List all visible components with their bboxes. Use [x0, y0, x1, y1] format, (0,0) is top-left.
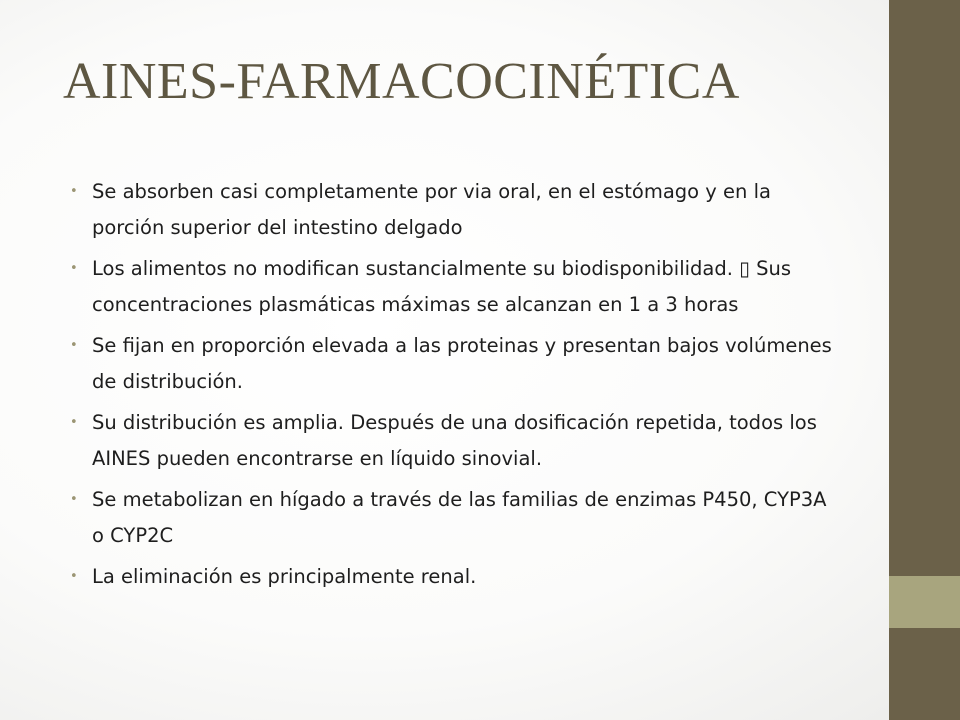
list-item	[70, 482, 840, 554]
bullet-icon: •	[70, 415, 78, 430]
list-item	[70, 251, 840, 323]
bullet-icon: •	[70, 569, 78, 584]
bullet-icon: •	[70, 338, 78, 353]
bullet-list	[70, 174, 840, 600]
bullet-icon: •	[70, 261, 78, 276]
list-item	[70, 559, 840, 595]
list-item	[70, 174, 840, 246]
bullet-text: Se fijan en proporción elevada a las proteinas y presentan bajos volúmenes de distribución.	[92, 334, 832, 393]
bullet-text: Su distribución es amplia. Después de una dosificación repetida, todos los AINES pueden encontrarse en líquido sinovial.	[92, 411, 817, 470]
slide-title: AINES-FARMACOCINÉTICA	[63, 53, 740, 110]
bullet-text: Se absorben casi completamente por via oral, en el estómago y en la porción superior del intestino delgado	[92, 180, 771, 239]
bullet-text: La eliminación es principalmente renal.	[92, 565, 477, 588]
bullet-icon: •	[70, 492, 78, 507]
bullet-text: Los alimentos no modifican sustancialmente su biodisponibilidad. ▯ Sus concentraciones plasmáticas máximas se alcanzan en 1 a 3 horas	[92, 257, 791, 316]
bullet-text: Se metabolizan en hígado a través de las familias de enzimas P450, CYP3A o CYP2C	[92, 488, 827, 547]
list-item	[70, 328, 840, 400]
side-bar-accent	[889, 576, 960, 628]
list-item	[70, 405, 840, 477]
bullet-icon: •	[70, 184, 78, 199]
